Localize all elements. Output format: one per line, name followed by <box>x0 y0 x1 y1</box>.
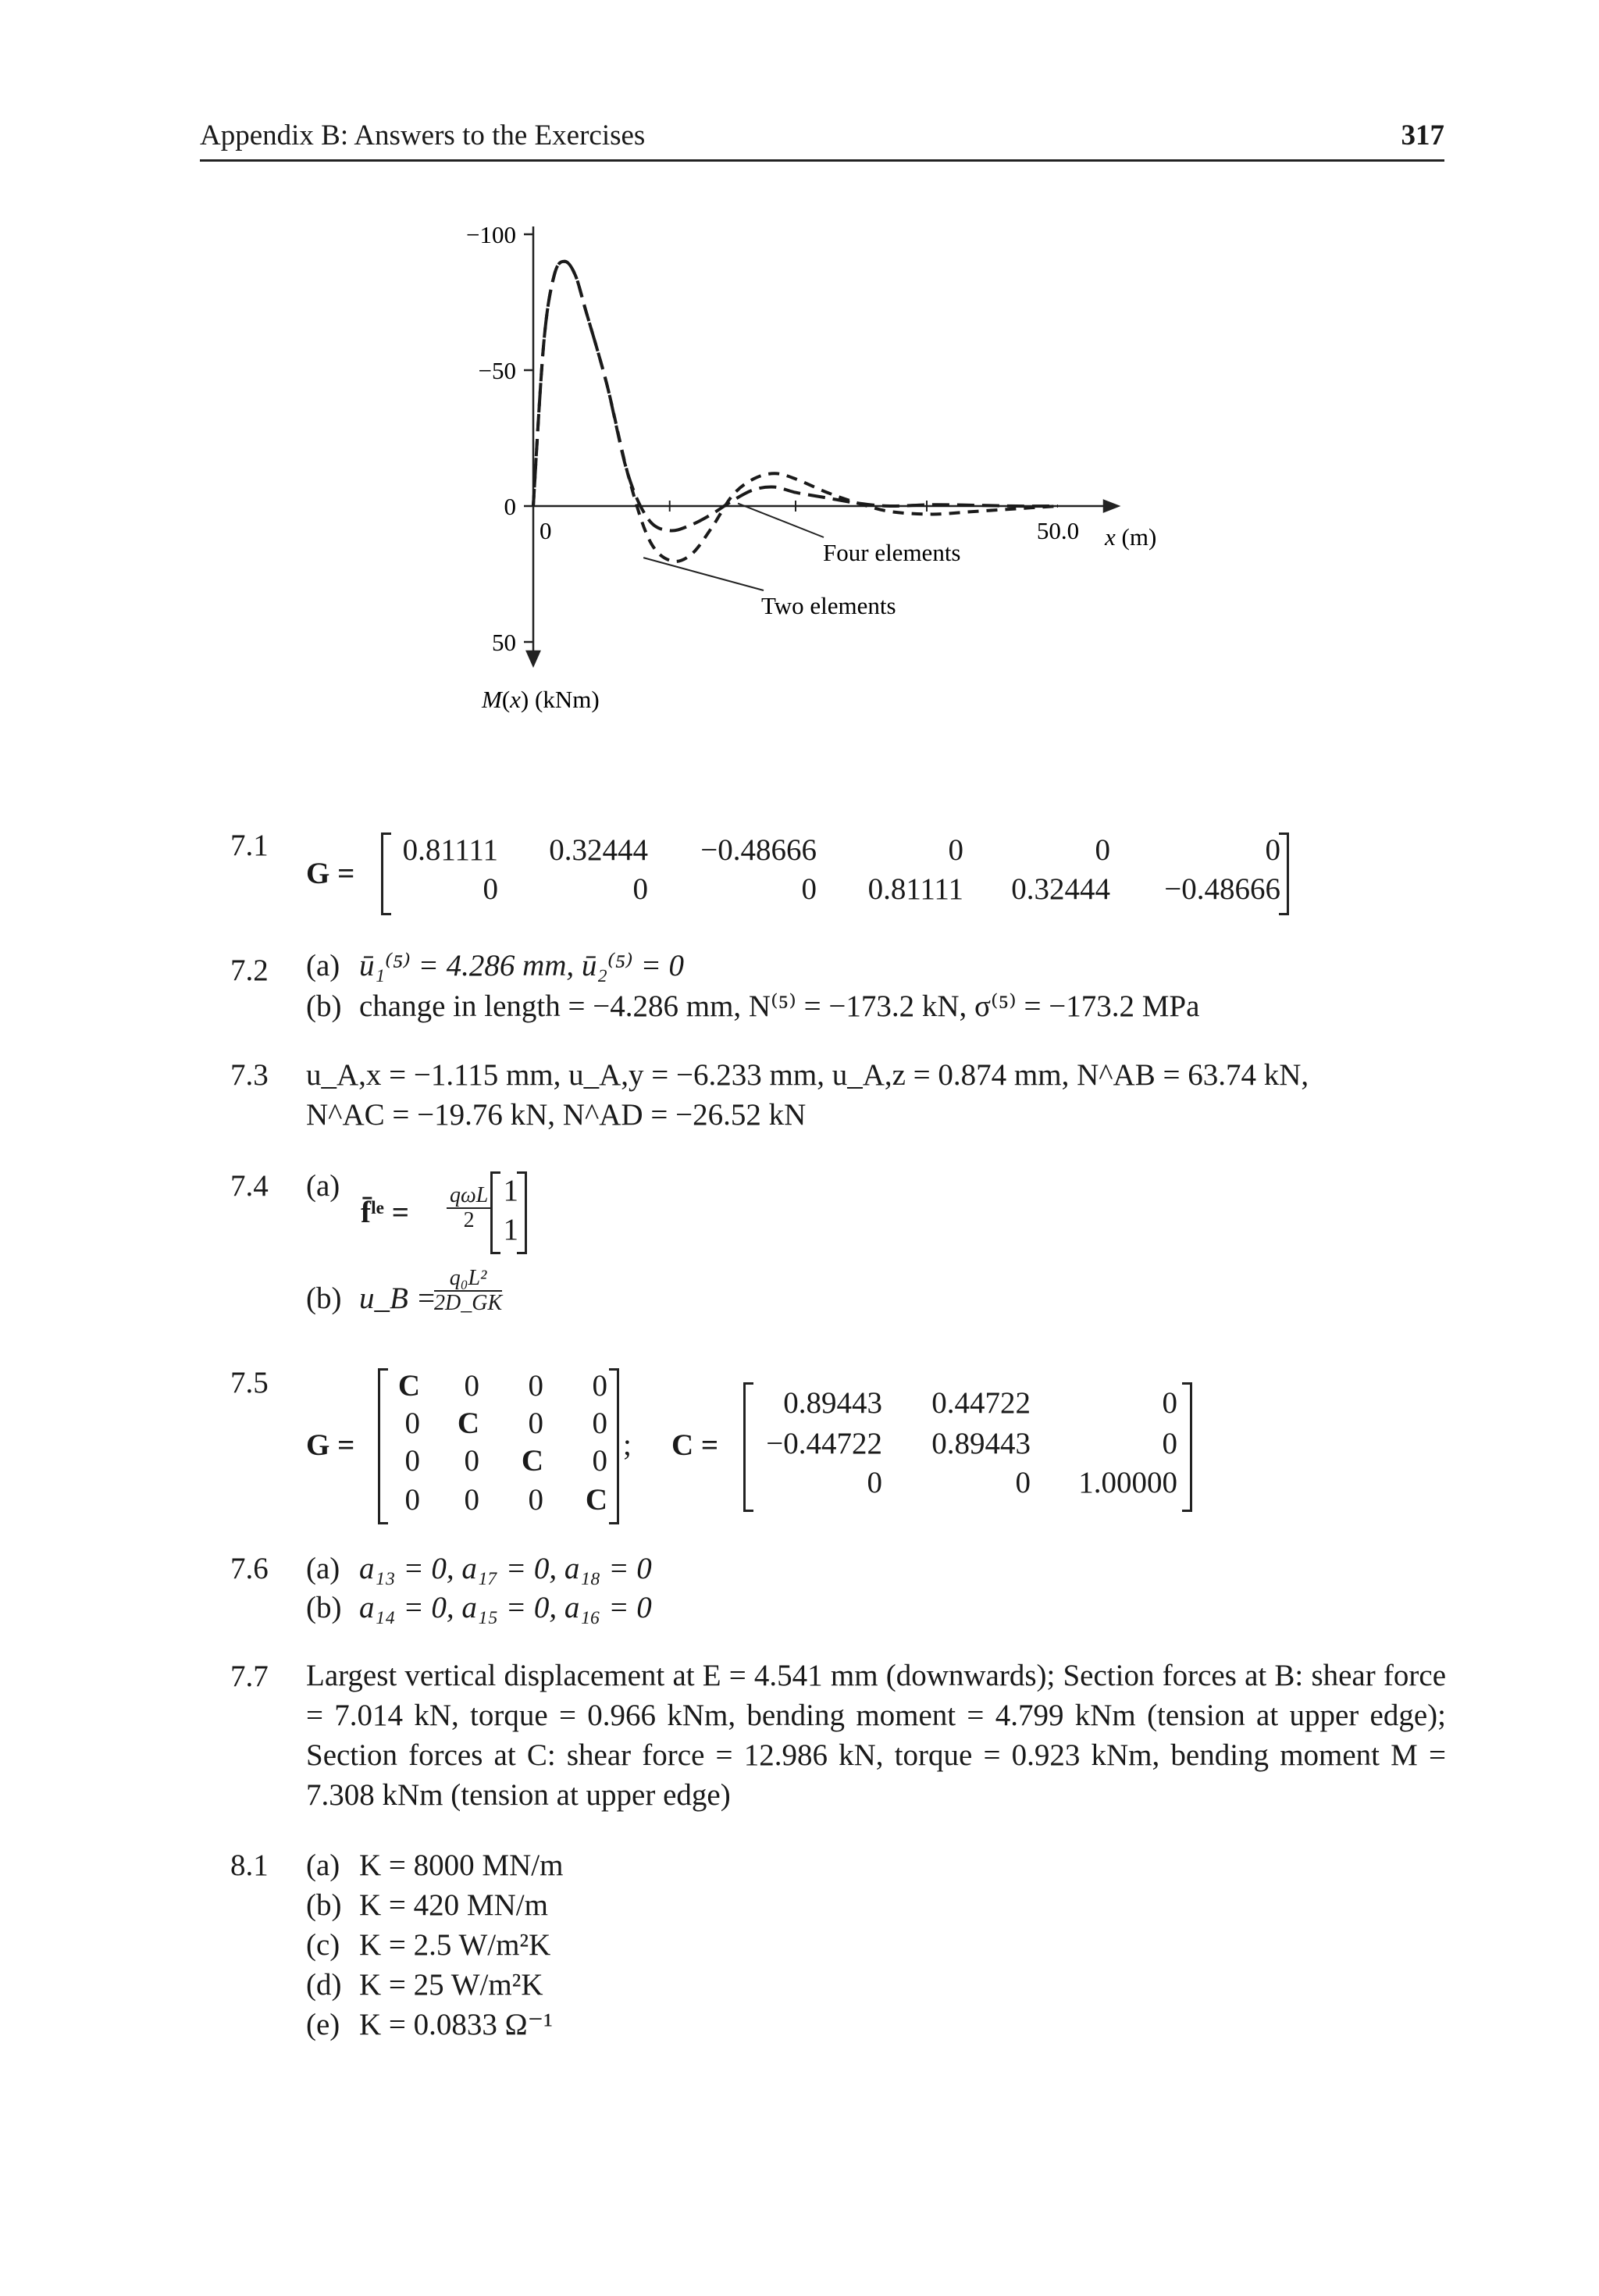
ex71-matrix-cell: −0.48666 <box>700 833 817 867</box>
x-tick-label: 50.0 <box>1036 517 1080 544</box>
ex75-g-cell: 0 <box>528 1406 543 1440</box>
ex75-c-cell: 0.89443 <box>931 1427 1031 1460</box>
ex81-item-text: K = 2.5 W/m²K <box>359 1928 551 1962</box>
ex74-a-frac-num: qωL <box>447 1184 491 1209</box>
x-axis-label: x (m) <box>1105 523 1157 551</box>
ex74-b-fraction <box>434 1267 502 1315</box>
ex71-matrix-cell: 0 <box>801 872 817 906</box>
ex71-matrix-cell: 0 <box>632 872 648 906</box>
ex77-text: Largest vertical displacement at E = 4.541 mm (downwards); Section forces at B: shear force = 7.014 kN, torque = 0.966 kNm, bending moment = 4.799 kNm (tension at upper edge); Section forces at C: shear force = 12.986 kN, torque = 0.923 kNm, bending moment M = 7.308 kNm (tension at upper edge) <box>306 1659 1446 1812</box>
ex75-g-cell: 0 <box>592 1369 607 1403</box>
ex75-g-cell: 0 <box>592 1406 607 1440</box>
ex75-c-cell: 0 <box>1162 1386 1177 1420</box>
ex75-c-cell: 0 <box>867 1466 882 1499</box>
page-number: 317 <box>1401 119 1444 152</box>
ex75-g-cell: 0 <box>528 1369 543 1403</box>
moment-diagram <box>0 0 1599 734</box>
ex75-g-cell: C <box>397 1369 420 1403</box>
ex74-a-label: (a) <box>306 1169 340 1203</box>
y-tick-label: 50 <box>492 629 516 656</box>
ex72-b-label: (b) <box>306 989 342 1023</box>
ex75-g-cell: C <box>585 1483 607 1517</box>
label-four-elements: Four elements <box>823 539 961 566</box>
ex73-line2: N^AC = −19.76 kN, N^AD = −26.52 kN <box>306 1098 807 1132</box>
ex75-g-lhs: G = <box>306 1428 355 1462</box>
ex71-matrix-cell: 0.81111 <box>402 833 498 867</box>
ex75-g-cell: 0 <box>404 1406 420 1440</box>
ex76-b-label: (b) <box>306 1591 342 1624</box>
ex74-b-frac-den: 2D_GK <box>434 1291 503 1315</box>
ex74-vec-1: 1 <box>503 1174 518 1207</box>
ex75-g-cell: C <box>521 1444 543 1478</box>
series-four-elements <box>533 262 1058 531</box>
ex71-matrix-cell: −0.48666 <box>1164 872 1280 906</box>
ex75-separator: ; <box>623 1428 632 1462</box>
y-tick-label: 0 <box>504 493 516 520</box>
ex75-c-cell: 1.00000 <box>1078 1466 1177 1499</box>
tick-labels <box>466 221 1079 656</box>
label-two-elements: Two elements <box>761 592 896 619</box>
ex75-g-cell: 0 <box>464 1369 479 1403</box>
leader-four-elements <box>738 504 824 537</box>
ex72-a-text: ū₁⁽⁵⁾ = 4.286 mm, ū₂⁽⁵⁾ = 0 <box>359 949 685 982</box>
ex74-a-lhs: f̄ˡᵉ = <box>361 1196 409 1229</box>
ex71-matrix-cell: 0 <box>1095 833 1110 867</box>
ex74-b-lhs: u_B = <box>359 1282 436 1315</box>
y-tick-label: −50 <box>478 357 516 384</box>
ex75-g-right-bracket <box>609 1368 619 1524</box>
y-axis-label: M(x) (kNm) <box>482 686 600 713</box>
ex81-item-label: (d) <box>306 1968 342 2002</box>
ex71-matrix-cell: 0.81111 <box>867 872 963 906</box>
ex75-g-cell: 0 <box>592 1444 607 1478</box>
ex75-c-lhs: C = <box>671 1428 719 1462</box>
ex75-g-cell: 0 <box>404 1444 420 1478</box>
ex71-matrix-cell: 0.32444 <box>549 833 648 867</box>
exercise-number-7-4: 7.4 <box>230 1169 269 1203</box>
exercise-number-7-1: 7.1 <box>230 829 269 862</box>
ex75-c-cell: −0.44722 <box>766 1427 882 1460</box>
ex81-item-text: K = 420 MN/m <box>359 1888 548 1922</box>
ex81-item-label: (a) <box>306 1849 340 1882</box>
ex75-c-cell: 0 <box>1015 1466 1031 1499</box>
x-axis-arrow <box>1104 501 1118 512</box>
exercise-number-7-6: 7.6 <box>230 1552 269 1585</box>
exercise-number-7-3: 7.3 <box>230 1058 269 1092</box>
leader-two-elements <box>643 558 764 590</box>
ex75-c-cell: 0 <box>1162 1427 1177 1460</box>
y-tick-label: −100 <box>466 221 516 248</box>
ex75-g-cell: 0 <box>528 1483 543 1517</box>
x-tick-label: 0 <box>540 517 552 544</box>
ex75-g-cell: 0 <box>464 1483 479 1517</box>
y-axis-arrow <box>527 651 540 665</box>
exercise-number-8-1: 8.1 <box>230 1849 269 1882</box>
ex71-matrix-cell: 0 <box>483 872 498 906</box>
ex81-item-label: (c) <box>306 1928 340 1962</box>
ex81-item-label: (b) <box>306 1888 342 1922</box>
ex74-a-frac-den: 2 <box>463 1208 475 1232</box>
ex76-a-text: a₁₃ = 0, a₁₇ = 0, a₁₈ = 0 <box>359 1552 652 1585</box>
ex71-matrix-cell: 0 <box>948 833 963 867</box>
ex75-g-cell: C <box>457 1406 479 1440</box>
ex74-b-label: (b) <box>306 1282 342 1315</box>
ex71-matrix-cell: 0.32444 <box>1011 872 1110 906</box>
ex75-g-cell: 0 <box>464 1444 479 1478</box>
ex74-a-fraction <box>447 1184 491 1232</box>
ex81-item-label: (e) <box>306 2008 340 2041</box>
leader-lines <box>643 504 824 590</box>
exercise-number-7-7: 7.7 <box>230 1660 269 1693</box>
ex72-b-text: change in length = −4.286 mm, N⁽⁵⁾ = −173.2 kN, σ⁽⁵⁾ = −173.2 MPa <box>359 989 1200 1023</box>
ex81-item-text: K = 25 W/m²K <box>359 1968 543 2002</box>
ex71-lhs: G = <box>306 857 355 890</box>
ex75-c-cell: 0.89443 <box>783 1386 882 1420</box>
ex71-matrix-cell: 0 <box>1265 833 1280 867</box>
ex74-vec-2: 1 <box>503 1213 518 1246</box>
ex73-line1: u_A,x = −1.115 mm, u_A,y = −6.233 mm, u_A,z = 0.874 mm, N^AB = 63.74 kN, <box>306 1058 1309 1092</box>
ex76-b-text: a₁₄ = 0, a₁₅ = 0, a₁₆ = 0 <box>359 1591 652 1624</box>
ex81-item-text: K = 8000 MN/m <box>359 1849 564 1882</box>
ex75-c-right-bracket <box>1182 1382 1192 1512</box>
ex74-b-frac-num: q₀L² <box>434 1267 502 1292</box>
exercise-number-7-5: 7.5 <box>230 1366 269 1399</box>
ex72-a-label: (a) <box>306 949 340 982</box>
ex75-c-cell: 0.44722 <box>931 1386 1031 1420</box>
running-title: Appendix B: Answers to the Exercises <box>200 119 646 152</box>
series-lines <box>533 262 1058 562</box>
exercise-number-7-2: 7.2 <box>230 954 269 987</box>
ex75-g-cell: 0 <box>404 1483 420 1517</box>
ex81-item-text: K = 0.0833 Ω⁻¹ <box>359 2008 553 2041</box>
ex76-a-label: (a) <box>306 1552 340 1585</box>
